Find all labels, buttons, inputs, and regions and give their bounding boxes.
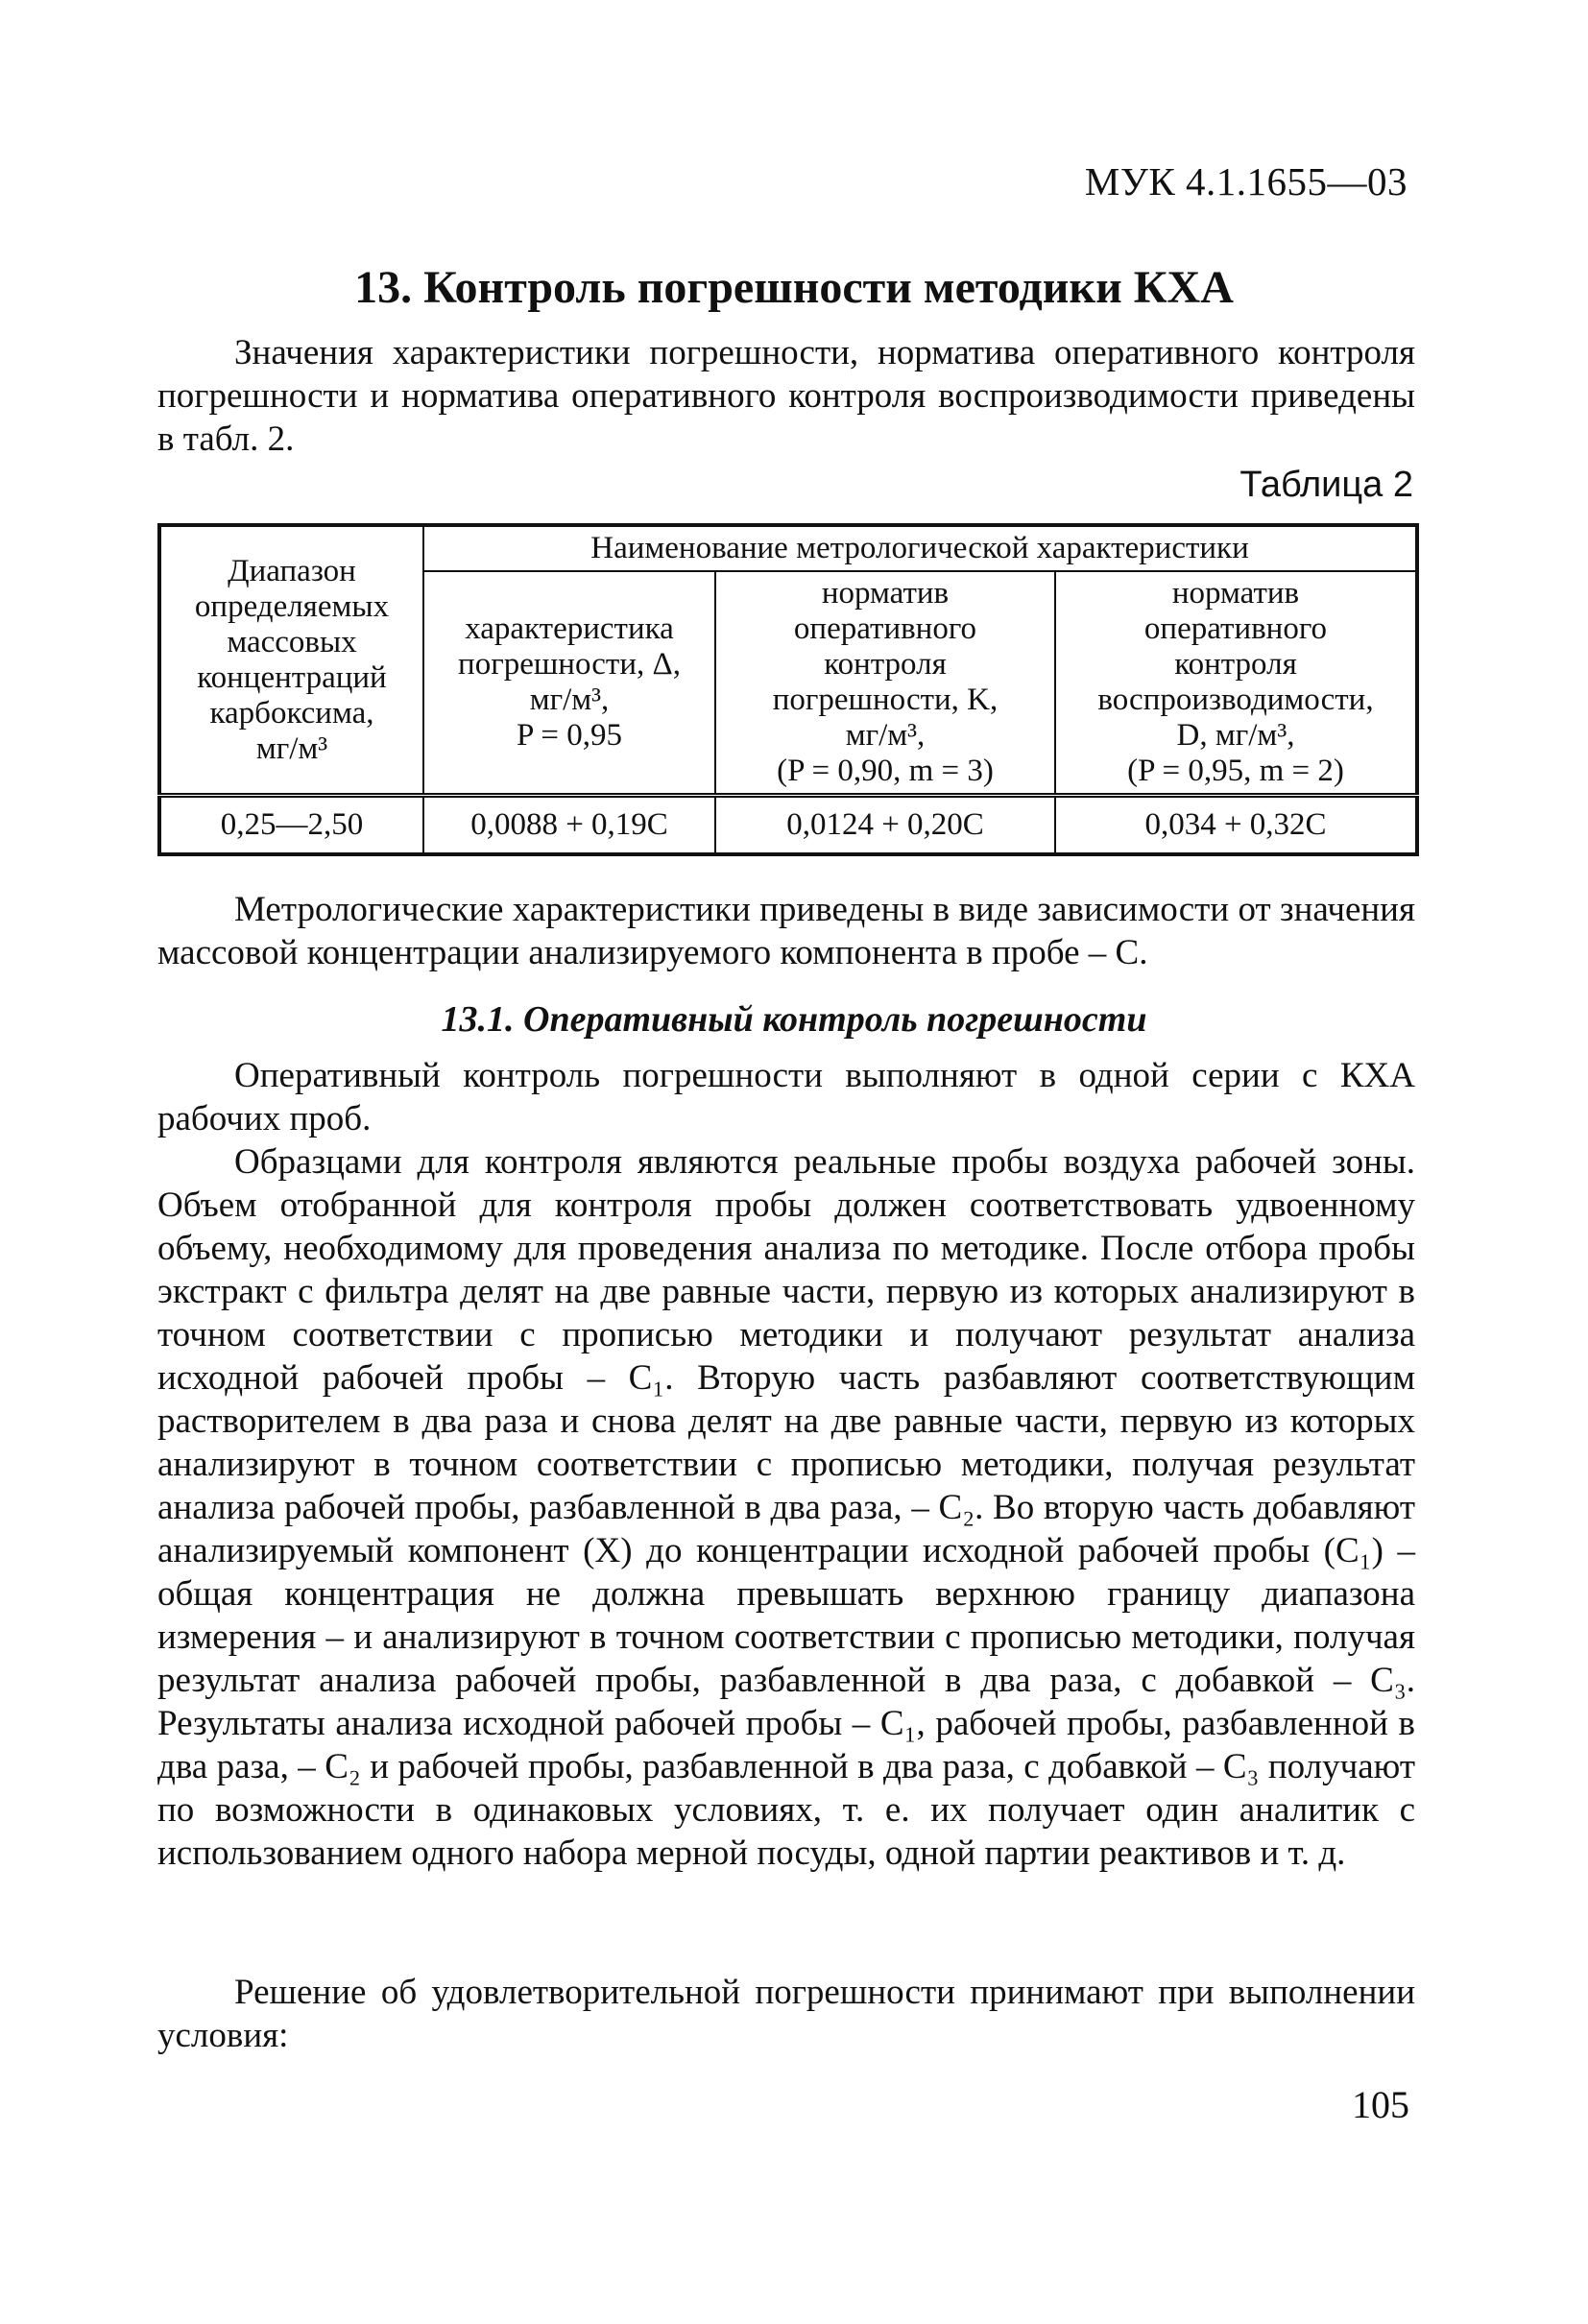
subsection-title: 13.1. Оперативный контроль погрешности	[441, 999, 1147, 1040]
col-error-header: характеристика погрешности, Δ, мг/м³, P = 0,95	[423, 571, 715, 796]
paragraph-1: Оперативный контроль погрешности выполняют в одной серии с КХА рабочих проб.	[157, 1056, 1415, 1138]
section-title: 13. Контроль погрешности методики КХА	[354, 262, 1234, 313]
cell-reprod: 0,034 + 0,32C	[1055, 796, 1417, 855]
col-reprod-header: норматив оперативного контроля воспроизводимости, D, мг/м³, (P = 0,95, m = 2)	[1055, 571, 1417, 796]
cell-range: 0,25—2,50	[159, 796, 423, 855]
document-code: МУК 4.1.1655—03	[1084, 159, 1408, 204]
table-caption: Таблица 2	[1239, 465, 1413, 505]
col-op-error-header: норматив оперативного контроля погрешности, K, мг/м³, (P = 0,90, m = 3)	[715, 571, 1055, 796]
table-row	[159, 796, 1417, 855]
col-range-header: Диапазон определяемых массовых концентраций карбоксима, мг/м³	[159, 525, 423, 796]
metrology-table	[157, 523, 1419, 856]
cell-op-error: 0,0124 + 0,20C	[715, 796, 1055, 855]
paragraph-2: Образцами для контроля являются реальные пробы воздуха рабочей зоны. Объем отобранной для контроля пробы должен соответствовать удвоенному объему, необходимому для проведения анализа по методике. После отбора пробы экстракт с фильтра делят на две равные части, первую из которых анализируют в точном соответствии с прописью методики и получают результат анализа исходной рабочей пробы – C₁. Вторую часть разбавляют соответствующим растворителем в два раза и снова делят на две равные части, первую из которых анализируют в точном соответствии с прописью методики, получая результат анализа рабочей пробы, разбавленной в два раза, – C₂. Во вторую часть добавляют анализируемый компонент (X) до концентрации исходной рабочей пробы (C₁) – общая концентрация не должна превышать верхнюю границу диапазона измерения – и анализируют в точном соответствии с прописью методики, получая результат анализа рабочей пробы, разбавленной в два раза, с добавкой – C₃. Результаты анализа исходной рабочей пробы – C₁, рабочей пробы, разбавленной в два раза, – C₂ и рабочей пробы, разбавленной в два раза, с добавкой – C₃ получают по возможности в одинаковых условиях, т. е. их получает один аналитик с использованием одного набора мерной посуды, одной партии реактивов и т. д.	[157, 1142, 1415, 1873]
page-number: 105	[1352, 2083, 1409, 2126]
intro-paragraph: Значения характеристики погрешности, норматива оперативного контроля погрешности и норматива оперативного контроля воспроизводимости приведены в табл. 2.	[157, 333, 1415, 459]
note-paragraph: Метрологические характеристики приведены в виде зависимости от значения массовой концентрации анализируемого компонента в пробе – C.	[157, 890, 1415, 972]
cell-error: 0,0088 + 0,19C	[423, 796, 715, 855]
paragraph-3: Решение об удовлетворительной погрешности принимают при выполнении условия:	[157, 1973, 1415, 2055]
group-header: Наименование метрологической характеристики	[423, 525, 1417, 571]
